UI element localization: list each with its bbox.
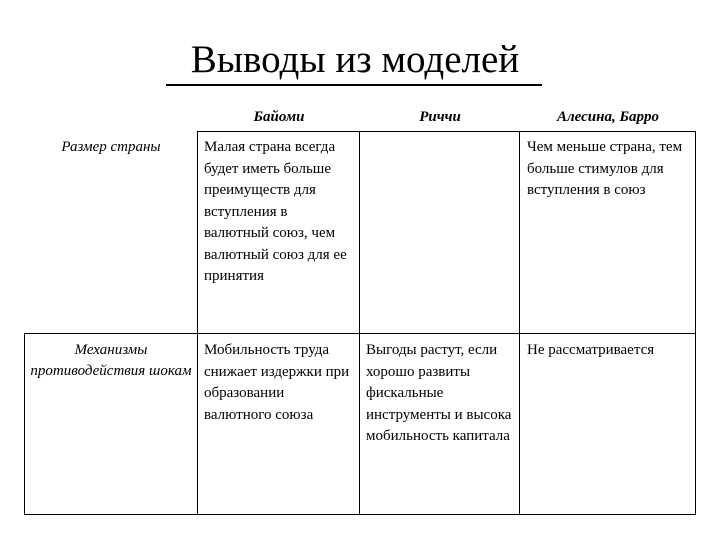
- column-header-ricci: Риччи: [419, 109, 461, 125]
- slide-title: Выводы из моделей: [190, 38, 520, 81]
- table-row-divider: [24, 333, 696, 334]
- column-divider-3: [519, 131, 520, 515]
- table-top-border: [198, 131, 696, 132]
- column-header-alesina-barro: Алесина, Барро: [556, 109, 660, 125]
- table-right-border: [695, 131, 696, 515]
- cell-country-size-bayomi: Малая страна всегда будет иметь больше преимуществ для вступления в валютный союз, чем валютный союз для ее принятия: [204, 139, 347, 284]
- table-bottom-border: [24, 514, 696, 515]
- column-header-bayomi: Байоми: [253, 109, 305, 125]
- cell-shock-mechanisms-ricci: Выгоды растут, если хорошо развиты фискальные инструменты и высока мобильность капитала: [366, 342, 512, 444]
- column-divider-1: [197, 131, 198, 515]
- cell-shock-mechanisms-bayomi: Мобильность труда снижает издержки при образовании валютного союза: [204, 342, 350, 423]
- cell-country-size-alesina-barro: Чем меньше страна, тем больше стимулов для вступления в союз: [527, 139, 683, 198]
- cell-shock-mechanisms-alesina-barro: Не рассматривается: [527, 342, 655, 358]
- row-label-country-size: Размер страны: [61, 139, 161, 155]
- column-divider-2: [359, 131, 360, 515]
- row-label-shock-mechanisms: Механизмы противодействия шокам: [30, 342, 192, 379]
- title-underline: [166, 84, 542, 86]
